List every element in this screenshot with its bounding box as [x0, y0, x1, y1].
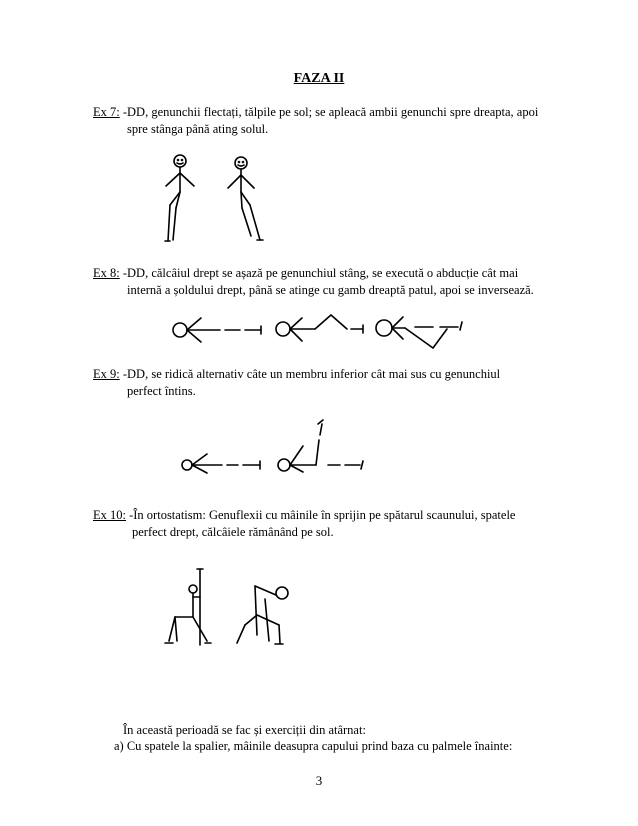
- exercise-10-label: Ex 10:: [93, 508, 126, 522]
- exercise-10-figure: [155, 565, 305, 650]
- exercise-10-line-2: perfect drept, călcâiele rămânând pe sol.: [132, 525, 334, 539]
- page-number: 3: [315, 773, 323, 788]
- exercise-8-line-2: internă a șoldului drept, până se atinge cu gamb dreaptă patul, apoi se inversează.: [127, 283, 534, 297]
- note-intro: În această perioadă se fac și exerciții din atârnat:: [123, 723, 366, 737]
- page-title: FAZA II: [293, 71, 345, 86]
- exercise-8-line-1: [93, 266, 518, 281]
- exercise-7-text-1: -DD, genunchii flectați, tălpile pe sol; se apleacă ambii genunchi spre dreapta, apoi: [119, 105, 539, 119]
- exercise-7-figure: [150, 150, 280, 250]
- exercise-8-label: Ex 8:: [93, 266, 120, 280]
- exercise-9-figure: [175, 410, 375, 480]
- exercise-10-text-1: -În ortostatism: Genuflexii cu mâinile în sprijin pe spătarul scaunului, spatele: [125, 508, 516, 522]
- exercise-8-text-1: -DD, călcâiul drept se așază pe genunchiul stâng, se execută o abducție cât mai: [119, 266, 519, 280]
- exercise-7-label: Ex 7:: [93, 105, 120, 119]
- exercise-9-label: Ex 9:: [93, 367, 120, 381]
- exercise-7-line-2: spre stânga până ating solul.: [127, 122, 269, 136]
- exercise-7-line-1: [93, 105, 538, 120]
- exercise-9-line-2: perfect întins.: [127, 384, 196, 398]
- exercise-10-line-1: [93, 508, 515, 523]
- note-item-a: a) Cu spatele la spalier, mâinile deasupra capului prind baza cu palmele înainte:: [114, 739, 513, 753]
- exercise-9-text-1: -DD, se ridică alternativ câte un membru inferior cât mai sus cu genunchiul: [119, 367, 501, 381]
- exercise-8-figure: [165, 305, 475, 355]
- exercise-9-line-1: [93, 367, 500, 382]
